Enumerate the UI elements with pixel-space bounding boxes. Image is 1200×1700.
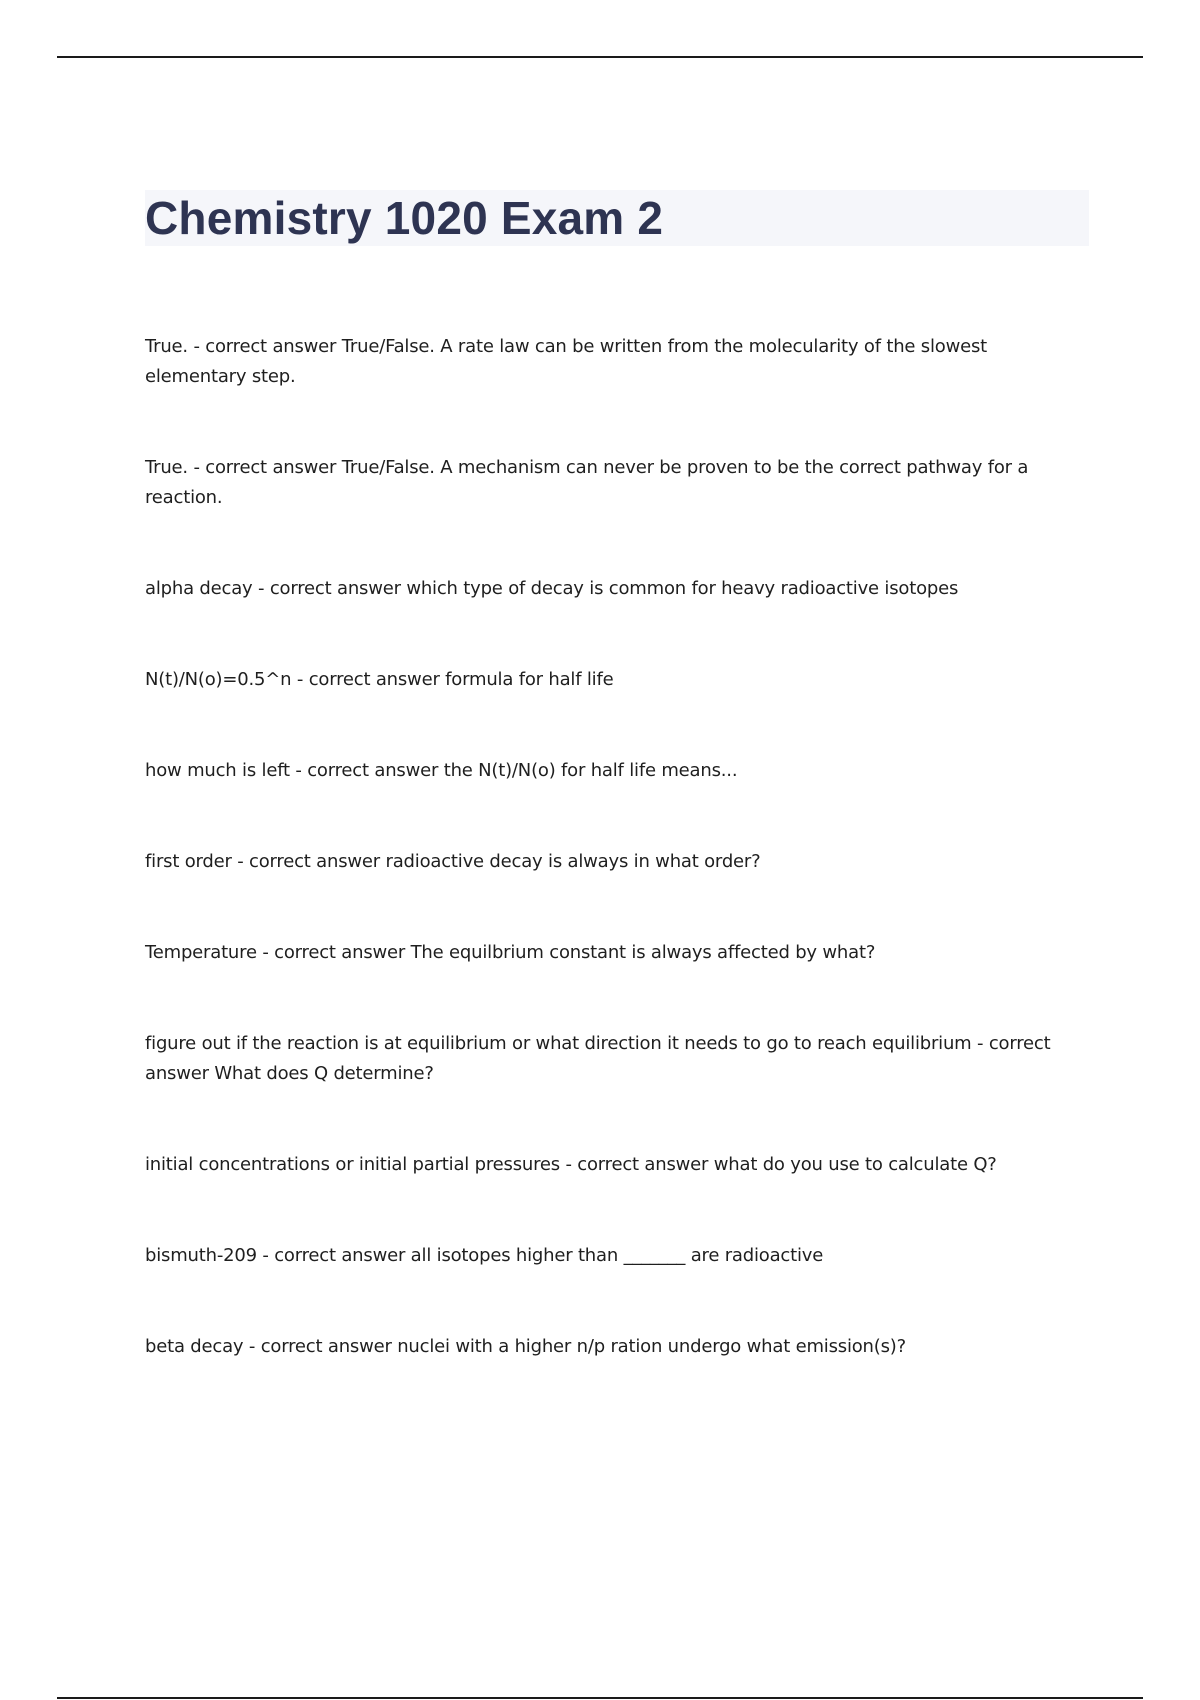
- qa-item: Temperature - correct answer The equilbrium constant is always affected by what?: [145, 942, 876, 963]
- qa-item: bismuth-209 - correct answer all isotopes higher than _______ are radioactive: [145, 1245, 824, 1266]
- qa-item: how much is left - correct answer the N(t)/N(o) for half life means...: [145, 760, 738, 781]
- qa-item: beta decay - correct answer nuclei with a higher n/p ration undergo what emission(s)?: [145, 1336, 906, 1357]
- qa-item: figure out if the reaction is at equilibrium or what direction it needs to go to reach equilibrium - correct answer What does Q determine?: [145, 1033, 1051, 1084]
- bottom-rule: [57, 1697, 1143, 1699]
- qa-item: alpha decay - correct answer which type of decay is common for heavy radioactive isotopes: [145, 578, 959, 599]
- document-title: Chemistry 1020 Exam 2: [145, 192, 664, 244]
- qa-item: True. - correct answer True/False. A mechanism can never be proven to be the correct pathway for a reaction.: [145, 457, 1029, 508]
- qa-item: initial concentrations or initial partial pressures - correct answer what do you use to calculate Q?: [145, 1154, 997, 1175]
- qa-item: first order - correct answer radioactive decay is always in what order?: [145, 851, 761, 872]
- qa-item: True. - correct answer True/False. A rate law can be written from the molecularity of the slowest elementary step.: [145, 336, 988, 387]
- top-rule: [57, 56, 1143, 58]
- qa-item: N(t)/N(o)=0.5^n - correct answer formula for half life: [145, 669, 614, 690]
